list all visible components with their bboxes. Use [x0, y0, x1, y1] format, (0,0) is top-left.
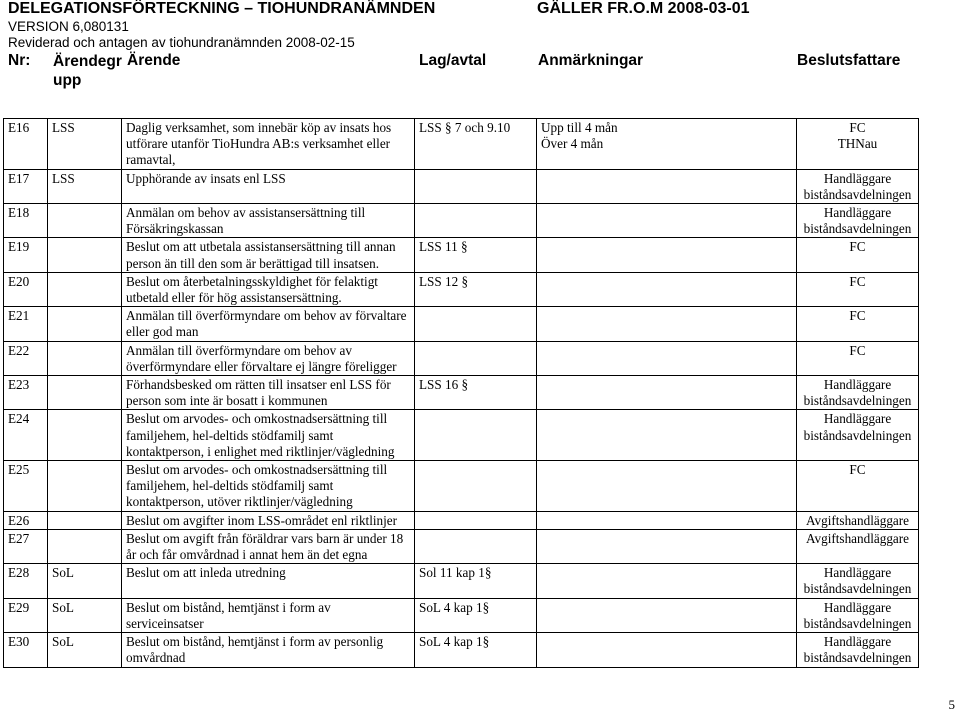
row-number-cell: E27	[4, 529, 48, 563]
case-description-cell: Beslut om återbetalningsskyldighet för felaktigt utbetald eller för hög assistansersättning.	[122, 272, 415, 306]
row-number-cell: E26	[4, 511, 48, 529]
case-group-cell	[48, 529, 122, 563]
law-reference-cell	[415, 204, 537, 238]
case-description-cell: Beslut om avgifter inom LSS-området enl riktlinjer	[122, 511, 415, 529]
decision-maker-cell: Handläggare biståndsavdelningen	[797, 598, 919, 632]
remarks-cell	[537, 410, 797, 461]
table-row	[4, 598, 919, 632]
row-number-cell: E30	[4, 633, 48, 667]
case-group-cell: SoL	[48, 633, 122, 667]
remarks-cell	[537, 307, 797, 341]
decision-maker-cell: Handläggare biståndsavdelningen	[797, 204, 919, 238]
row-number-cell: E22	[4, 341, 48, 375]
decision-maker-cell: Avgiftshandläggare	[797, 511, 919, 529]
case-group-cell	[48, 238, 122, 272]
table-row	[4, 461, 919, 512]
remarks-cell	[537, 341, 797, 375]
table-row	[4, 564, 919, 598]
delegation-table	[3, 118, 919, 668]
decision-maker-cell: Handläggare biståndsavdelningen	[797, 376, 919, 410]
decision-maker-cell: FC	[797, 341, 919, 375]
table-row	[4, 272, 919, 306]
decision-maker-cell: FC	[797, 238, 919, 272]
case-group-cell	[48, 511, 122, 529]
case-description-cell: Anmälan till överförmyndare om behov av förvaltare eller god man	[122, 307, 415, 341]
case-group-cell: SoL	[48, 598, 122, 632]
decision-maker-cell: Avgiftshandläggare	[797, 529, 919, 563]
law-reference-cell: SoL 4 kap 1§	[415, 633, 537, 667]
remarks-cell	[537, 204, 797, 238]
table-row	[4, 529, 919, 563]
case-group-cell	[48, 307, 122, 341]
table-row	[4, 307, 919, 341]
case-description-cell: Beslut om att inleda utredning	[122, 564, 415, 598]
remarks-cell	[537, 272, 797, 306]
law-reference-cell: LSS 16 §	[415, 376, 537, 410]
case-description-cell: Beslut om arvodes- och omkostnadsersättning till familjehem, hel-deltids stödfamilj samt kontaktperson, utöver riktlinjer/vägledning	[122, 461, 415, 512]
case-group-cell	[48, 272, 122, 306]
column-header-lag-avtal: Lag/avtal	[419, 52, 487, 69]
case-group-cell	[48, 410, 122, 461]
remarks-cell	[537, 529, 797, 563]
decision-maker-cell: Handläggare biståndsavdelningen	[797, 633, 919, 667]
case-description-cell: Beslut om avgift från föräldrar vars barn är under 18 år och får omvårdnad i annat hem än det egna	[122, 529, 415, 563]
remarks-cell	[537, 511, 797, 529]
remarks-cell	[537, 564, 797, 598]
table-row	[4, 410, 919, 461]
case-group-cell: LSS	[48, 169, 122, 203]
column-header-arendegrupp-line2: upp	[53, 72, 82, 89]
row-number-cell: E28	[4, 564, 48, 598]
remarks-cell	[537, 376, 797, 410]
row-number-cell: E23	[4, 376, 48, 410]
row-number-cell: E25	[4, 461, 48, 512]
case-description-cell: Beslut om bistånd, hemtjänst i form av serviceinsatser	[122, 598, 415, 632]
decision-maker-cell: FC	[797, 461, 919, 512]
revision-label: Reviderad och antagen av tiohundranämnden 2008-02-15	[8, 35, 355, 50]
column-header-anmarkningar: Anmärkningar	[538, 52, 644, 69]
law-reference-cell	[415, 461, 537, 512]
law-reference-cell: SoL 4 kap 1§	[415, 598, 537, 632]
decision-maker-cell: FC	[797, 307, 919, 341]
column-header-beslutsfattare: Beslutsfattare	[797, 52, 901, 69]
law-reference-cell	[415, 511, 537, 529]
column-header-arendegrupp-line1: Ärendegr	[53, 53, 122, 70]
table-row	[4, 511, 919, 529]
law-reference-cell	[415, 529, 537, 563]
decision-maker-cell: Handläggare biståndsavdelningen	[797, 169, 919, 203]
case-description-cell: Beslut om att utbetala assistansersättning till annan person än till den som är berättigad till insatsen.	[122, 238, 415, 272]
case-description-cell: Anmälan om behov av assistansersättning till Försäkringskassan	[122, 204, 415, 238]
case-group-cell: LSS	[48, 119, 122, 170]
case-group-cell	[48, 204, 122, 238]
table-row	[4, 238, 919, 272]
delegation-table-body	[4, 119, 919, 668]
law-reference-cell	[415, 307, 537, 341]
decision-maker-cell: FC	[797, 272, 919, 306]
remarks-cell	[537, 598, 797, 632]
document-title: DELEGATIONSFÖRTECKNING – TIOHUNDRANÄMNDEN	[8, 0, 436, 17]
table-row	[4, 119, 919, 170]
case-group-cell: SoL	[48, 564, 122, 598]
page-number: 5	[948, 697, 955, 712]
row-number-cell: E21	[4, 307, 48, 341]
law-reference-cell	[415, 169, 537, 203]
case-description-cell: Förhandsbesked om rätten till insatser enl LSS för person som inte är bosatt i kommunen	[122, 376, 415, 410]
case-description-cell: Beslut om bistånd, hemtjänst i form av personlig omvårdnad	[122, 633, 415, 667]
remarks-cell	[537, 633, 797, 667]
table-row	[4, 341, 919, 375]
table-row	[4, 204, 919, 238]
column-header-arendegrupp	[53, 52, 122, 90]
law-reference-cell: LSS § 7 och 9.10	[415, 119, 537, 170]
law-reference-cell: LSS 11 §	[415, 238, 537, 272]
table-row	[4, 376, 919, 410]
column-header-arende: Ärende	[127, 52, 181, 69]
case-description-cell: Anmälan till överförmyndare om behov av överförmyndare eller förvaltare ej längre föreligger	[122, 341, 415, 375]
table-row	[4, 169, 919, 203]
row-number-cell: E19	[4, 238, 48, 272]
decision-maker-cell: FC THNau	[797, 119, 919, 170]
row-number-cell: E17	[4, 169, 48, 203]
row-number-cell: E29	[4, 598, 48, 632]
row-number-cell: E24	[4, 410, 48, 461]
decision-maker-cell: Handläggare biståndsavdelningen	[797, 564, 919, 598]
case-description-cell: Beslut om arvodes- och omkostnadsersättning till familjehem, hel-deltids stödfamilj samt kontaktperson, i enlighet med riktlinjer/vägledning	[122, 410, 415, 461]
case-group-cell	[48, 461, 122, 512]
remarks-cell	[537, 461, 797, 512]
remarks-cell	[537, 238, 797, 272]
law-reference-cell: LSS 12 §	[415, 272, 537, 306]
row-number-cell: E20	[4, 272, 48, 306]
law-reference-cell	[415, 410, 537, 461]
table-row	[4, 633, 919, 667]
validity-date: GÄLLER FR.O.M 2008-03-01	[537, 0, 750, 17]
remarks-cell	[537, 169, 797, 203]
law-reference-cell	[415, 341, 537, 375]
law-reference-cell: Sol 11 kap 1§	[415, 564, 537, 598]
row-number-cell: E16	[4, 119, 48, 170]
case-group-cell	[48, 341, 122, 375]
remarks-cell: Upp till 4 mån Över 4 mån	[537, 119, 797, 170]
row-number-cell: E18	[4, 204, 48, 238]
decision-maker-cell: Handläggare biståndsavdelningen	[797, 410, 919, 461]
column-header-nr: Nr:	[8, 52, 31, 69]
case-description-cell: Daglig verksamhet, som innebär köp av insats hos utförare utanför TioHundra AB:s verksamhet eller ramavtal,	[122, 119, 415, 170]
case-description-cell: Upphörande av insats enl LSS	[122, 169, 415, 203]
version-label: VERSION 6,080131	[8, 19, 129, 34]
case-group-cell	[48, 376, 122, 410]
